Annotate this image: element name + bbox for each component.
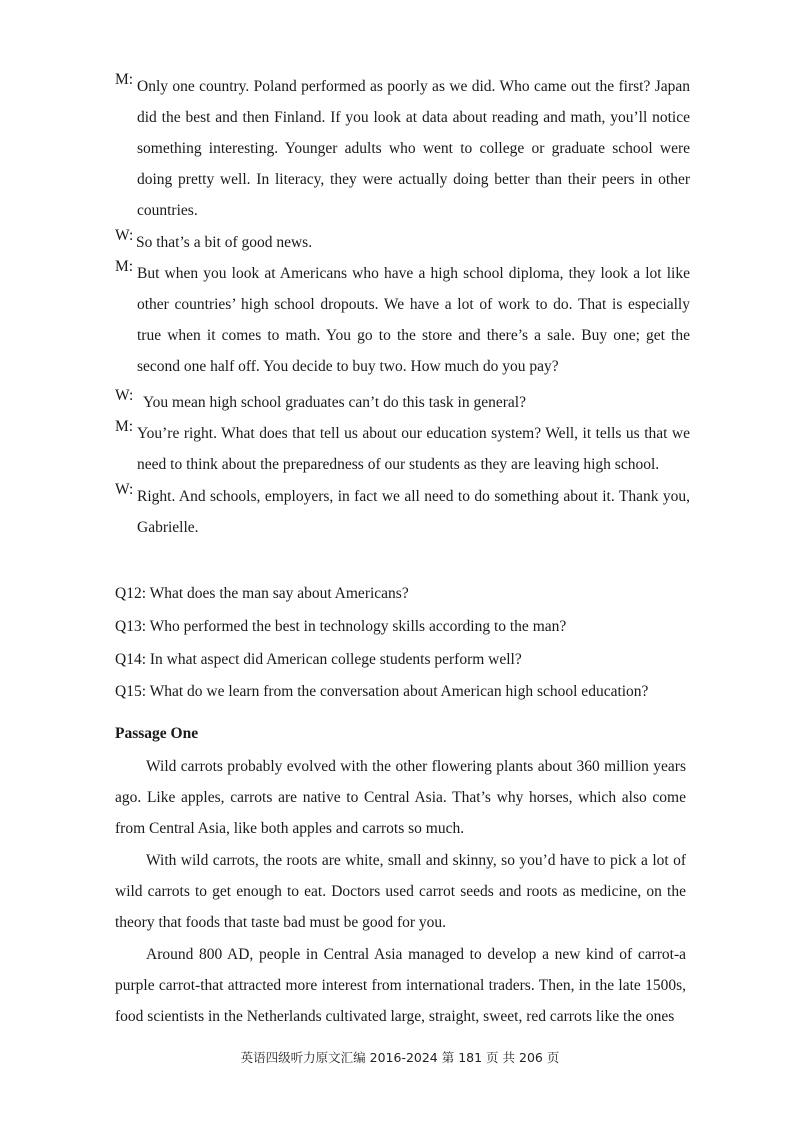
speaker-label: W: bbox=[115, 481, 134, 498]
dialogue-turn-2 bbox=[115, 227, 690, 258]
speaker-label: M: bbox=[115, 418, 134, 435]
dialogue-text: You mean high school graduates can’t do this task in general? bbox=[143, 394, 526, 411]
passage-paragraph-2: With wild carrots, the roots are white, small and skinny, so you’d have to pick a lot of wild carrots to get enough to eat. Doctors used carrot seeds and roots as medicine, on the theory that foods that taste bad must be good for you. bbox=[115, 852, 686, 931]
dialogue-turn-3 bbox=[115, 258, 690, 382]
speaker-label: W: bbox=[115, 387, 134, 404]
speaker-label: W: bbox=[115, 227, 134, 244]
page-footer: 英语四级听力原文汇编 2016-2024 第 181 页 共 206 页 bbox=[240, 1050, 560, 1065]
dialogue-text: Right. And schools, employers, in fact we all need to do something about it. Thank you, Gabrielle. bbox=[137, 488, 690, 536]
dialogue-text: So that’s a bit of good news. bbox=[136, 234, 313, 251]
question-q13: Q13: Who performed the best in technology skills according to the man? bbox=[115, 618, 567, 635]
dialogue-text: Only one country. Poland performed as poorly as we did. Who came out the first? Japan did the best and then Finland. If you look at data about reading and math, you’ll notice something interesting. Younger adults who went to college or graduate school were doing pretty well. In literacy, they were actually doing better than their peers in other countries. bbox=[137, 78, 690, 219]
question-q15: Q15: What do we learn from the conversation about American high school education? bbox=[115, 683, 649, 700]
dialogue-turn-1 bbox=[115, 71, 690, 226]
speaker-label: M: bbox=[115, 71, 134, 88]
dialogue-turn-6 bbox=[115, 481, 690, 543]
dialogue-turn-4 bbox=[115, 387, 690, 418]
passage-title: Passage One bbox=[115, 725, 199, 742]
dialogue-text: You’re right. What does that tell us about our education system? Well, it tells us that we need to think about the preparedness of our students as they are leaving high school. bbox=[137, 425, 690, 473]
dialogue-turn-5 bbox=[115, 418, 690, 480]
question-q12: Q12: What does the man say about Americans? bbox=[115, 585, 409, 602]
dialogue-text: But when you look at Americans who have a high school diploma, they look a lot like other countries’ high school dropouts. We have a lot of work to do. That is especially true when it comes to math. You go to the store and there’s a sale. Buy one; get the second one half off. You decide to buy two. How much do you pay? bbox=[137, 265, 690, 375]
passage-paragraph-1: Wild carrots probably evolved with the other flowering plants about 360 million years ago. Like apples, carrots are native to Central Asia. That’s why horses, which also come from Central Asia, like both apples and carrots so much. bbox=[115, 758, 686, 837]
question-q14: Q14: In what aspect did American college students perform well? bbox=[115, 651, 522, 668]
passage-paragraph-3: Around 800 AD, people in Central Asia managed to develop a new kind of carrot-a purple carrot-that attracted more interest from international traders. Then, in the late 1500s, food scientists in the Netherlands cultivated large, straight, sweet, red carrots like the ones bbox=[115, 946, 686, 1025]
speaker-label: M: bbox=[115, 258, 134, 275]
